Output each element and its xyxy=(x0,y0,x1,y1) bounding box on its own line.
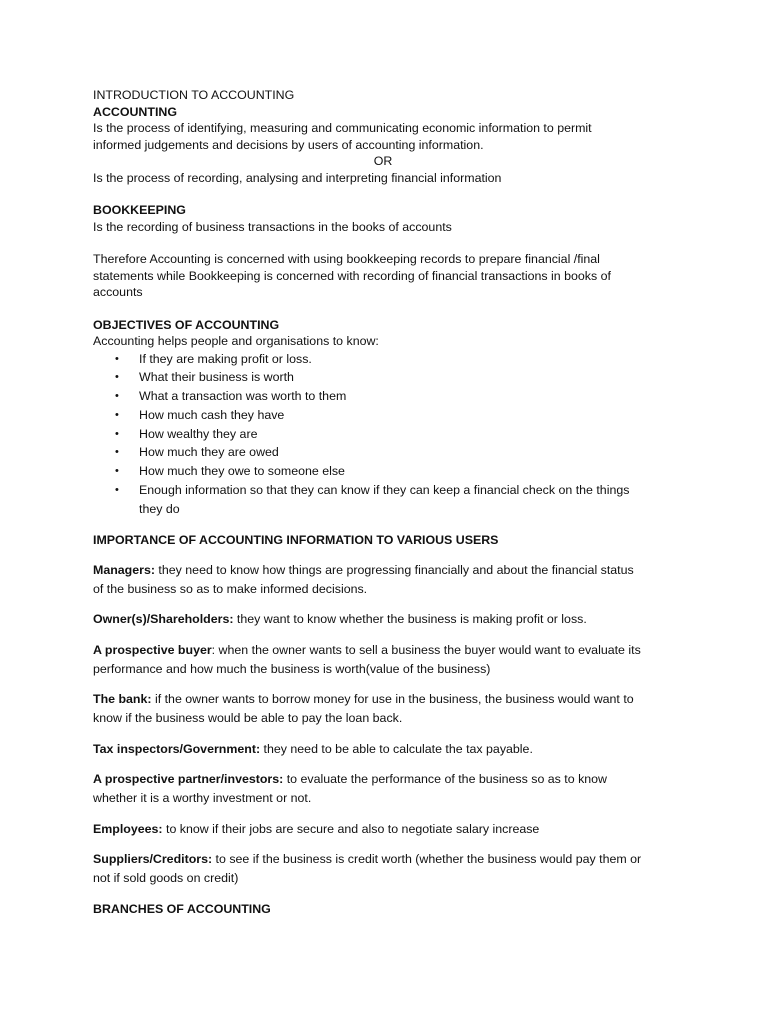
user-label: Employees: xyxy=(93,821,163,836)
user-label: Managers: xyxy=(93,562,155,577)
list-item-text: How wealthy they are xyxy=(139,426,258,441)
accounting-heading: ACCOUNTING xyxy=(93,104,177,119)
user-label: The bank: xyxy=(93,692,152,707)
list-item xyxy=(93,462,673,481)
importance-heading: IMPORTANCE OF ACCOUNTING INFORMATION TO VARIOUS USERS xyxy=(93,532,499,547)
user-text-cont: of the business so as to make informed decisions. xyxy=(93,581,368,596)
bullet-icon: • xyxy=(115,371,119,384)
user-text-cont: whether it is a worthy investment or not. xyxy=(93,791,312,806)
bullet-icon: • xyxy=(115,408,119,421)
user-entry-suppliers xyxy=(93,850,673,888)
user-text: they need to know how things are progressing financially and about the financial status xyxy=(154,562,634,577)
user-entry-bank xyxy=(93,690,673,728)
bookkeeping-definition: Is the recording of business transactions in the books of accounts xyxy=(93,219,452,234)
spacer xyxy=(93,599,673,611)
user-label: A prospective partner/investors: xyxy=(93,772,284,787)
therefore-line-3: accounts xyxy=(93,285,143,299)
list-item-text: If they are making profit or loss. xyxy=(139,351,312,366)
user-label: Suppliers/Creditors: xyxy=(93,852,213,867)
spacer xyxy=(93,679,673,691)
spacer xyxy=(93,839,673,851)
spacer xyxy=(93,728,673,740)
user-label: A prospective buyer xyxy=(93,642,212,657)
list-item-text: What a transaction was worth to them xyxy=(139,389,347,404)
accounting-definition-line-1: Is the process of identifying, measuring and communicating economic information to permit xyxy=(93,121,592,135)
spacer xyxy=(93,549,673,561)
spacer xyxy=(93,629,673,641)
spacer xyxy=(93,519,673,531)
user-entry-prospective-buyer xyxy=(93,641,673,679)
list-item-continuation xyxy=(93,500,673,519)
objectives-list xyxy=(93,350,673,519)
user-label: Tax inspectors/Government: xyxy=(93,741,261,756)
bullet-icon: • xyxy=(115,484,119,497)
user-text: if the owner wants to borrow money for use in the business, the business would want to xyxy=(151,692,634,707)
list-item xyxy=(93,368,673,387)
therefore-line-2: statements while Bookkeeping is concerned with recording of financial transactions in books of xyxy=(93,268,611,283)
list-item xyxy=(93,481,673,500)
user-text: to evaluate the performance of the business so as to know xyxy=(283,772,608,787)
user-text-cont: know if the business would be able to pay the loan back. xyxy=(93,711,403,726)
bookkeeping-heading: BOOKKEEPING xyxy=(93,203,186,217)
objectives-heading: OBJECTIVES OF ACCOUNTING xyxy=(93,317,280,332)
document-title: INTRODUCTION TO ACCOUNTING xyxy=(93,88,295,102)
user-entry-owners xyxy=(93,610,673,629)
list-item-text: How much they owe to someone else xyxy=(139,464,345,479)
user-text: : when the owner wants to sell a business the buyer would want to evaluate its xyxy=(211,642,641,657)
bullet-icon: • xyxy=(115,446,119,459)
spacer xyxy=(93,235,673,251)
user-text: they want to know whether the business is making profit or loss. xyxy=(233,612,587,627)
user-text: to see if the business is credit worth (whether the business would pay them or xyxy=(212,852,642,867)
list-item-text: How much cash they have xyxy=(139,407,285,422)
user-label: Owner(s)/Shareholders: xyxy=(93,612,234,627)
spacer xyxy=(93,186,673,202)
list-item xyxy=(93,406,673,425)
user-text: to know if their jobs are secure and also to negotiate salary increase xyxy=(162,821,540,836)
spacer xyxy=(93,301,673,317)
therefore-line-1: Therefore Accounting is concerned with using bookkeeping records to prepare financial /final xyxy=(93,252,600,266)
list-item xyxy=(93,350,673,369)
user-text-cont: performance and how much the business is worth(value of the business) xyxy=(93,661,491,676)
user-entry-prospective-partner xyxy=(93,770,673,808)
document-page xyxy=(93,87,673,918)
spacer xyxy=(93,759,673,771)
or-separator: OR xyxy=(373,154,393,168)
objectives-intro: Accounting helps people and organisations to know: xyxy=(93,334,379,348)
list-item xyxy=(93,443,673,462)
accounting-definition-alt: Is the process of recording, analysing and interpreting financial information xyxy=(93,170,502,185)
user-entry-managers xyxy=(93,561,673,599)
accounting-definition-line-2: informed judgements and decisions by users of accounting information. xyxy=(93,137,484,152)
list-item xyxy=(93,387,673,406)
bullet-icon: • xyxy=(115,352,119,365)
list-item-text: What their business is worth xyxy=(139,370,294,385)
spacer xyxy=(93,808,673,820)
bullet-icon: • xyxy=(115,427,119,440)
user-text-cont: not if sold goods on credit) xyxy=(93,871,239,886)
list-item-text: Enough information so that they can know if they can keep a financial check on the things xyxy=(139,483,630,498)
spacer xyxy=(93,888,673,900)
bullet-icon: • xyxy=(115,465,119,478)
bullet-icon: • xyxy=(115,390,119,403)
user-entry-employees xyxy=(93,820,673,839)
user-text: they need to be able to calculate the tax payable. xyxy=(260,741,533,756)
list-item-text: they do xyxy=(139,501,180,516)
list-item xyxy=(93,425,673,444)
user-entry-tax-inspectors xyxy=(93,740,673,759)
branches-heading: BRANCHES OF ACCOUNTING xyxy=(93,901,271,916)
list-item-text: How much they are owed xyxy=(139,445,279,460)
